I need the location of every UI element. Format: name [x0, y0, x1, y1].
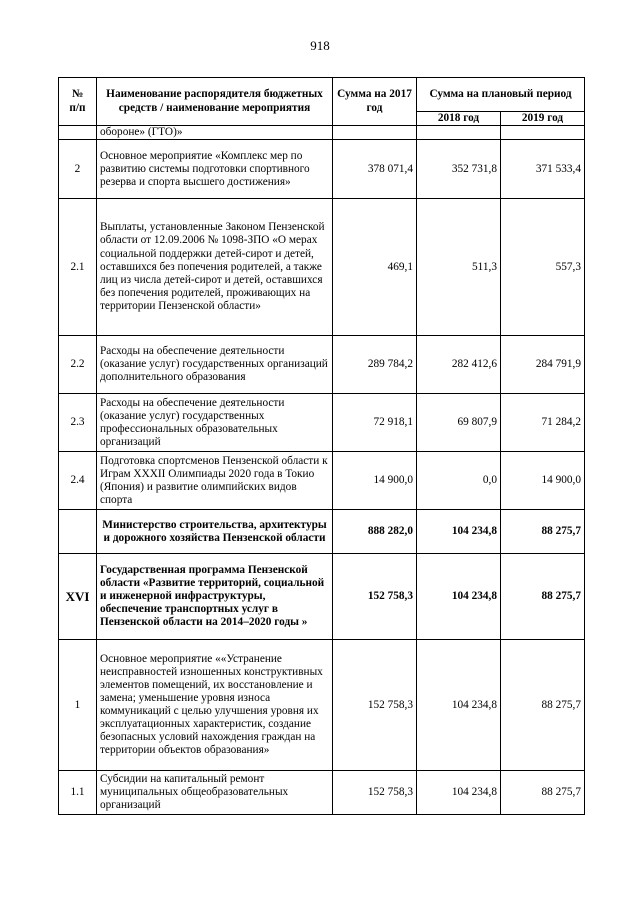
header-year-2019: 2019 год	[501, 112, 585, 126]
row-sum-2019: 88 275,7	[501, 771, 585, 815]
table-row	[59, 452, 585, 510]
table-row	[59, 640, 585, 771]
header-sum-2017: Сумма на 2017 год	[333, 78, 417, 126]
table-row	[59, 771, 585, 815]
row-sum-2018: 104 234,8	[417, 640, 501, 771]
header-planned-period: Сумма на плановый период	[417, 78, 585, 112]
row-sum-2019: 557,3	[501, 199, 585, 336]
row-num: XVI	[59, 554, 97, 640]
row-name: Выплаты, установленные Законом Пензенской области от 12.09.2006 № 1098-ЗПО «О мерах социальной поддержки детей-сирот и детей, оставшихся без попечения родителей, а также лиц из числа детей-сирот и детей, оставшихся без попечения родителей, проживающих на территории Пензенской области»	[97, 199, 333, 336]
row-sum-2018: 352 731,8	[417, 140, 501, 199]
row-sum-2018: 282 412,6	[417, 336, 501, 394]
table-row-ministry	[59, 510, 585, 554]
row-name: Расходы на обеспечение деятельности (оказание услуг) государственных профессиональных образовательных организаций	[97, 394, 333, 452]
table-row	[59, 140, 585, 199]
row-num: 1	[59, 640, 97, 771]
row-sum-2017: 289 784,2	[333, 336, 417, 394]
row-name: Основное мероприятие ««Устранение неисправностей изношенных конструктивных элементов помещений, их восстановление и замена; уменьшение уровня износа коммуникаций с целью улучшения уровня их эксплуатационных характеристик, создание безопасных условий нахождения граждан на территории объектов образования»	[97, 640, 333, 771]
table-row-program	[59, 554, 585, 640]
table-row	[59, 199, 585, 336]
row-sum-2018: 104 234,8	[417, 510, 501, 554]
header-name: Наименование распорядителя бюджетных средств / наименование мероприятия	[97, 78, 333, 126]
budget-table	[58, 77, 585, 815]
row-name: Субсидии на капитальный ремонт муниципальных общеобразовательных организаций	[97, 771, 333, 815]
row-name: Подготовка спортсменов Пензенской области к Играм XXXII Олимпиады 2020 года в Токио (Япония) и развитие олимпийских видов спорта	[97, 452, 333, 510]
row-sum-2017: 152 758,3	[333, 554, 417, 640]
row-sum-2019	[501, 126, 585, 140]
row-name: Основное мероприятие «Комплекс мер по развитию системы подготовки спортивного резерва и спорта высшего достижения»	[97, 140, 333, 199]
row-sum-2018: 0,0	[417, 452, 501, 510]
row-sum-2018: 511,3	[417, 199, 501, 336]
header-year-2018: 2018 год	[417, 112, 501, 126]
row-name: Расходы на обеспечение деятельности (оказание услуг) государственных организаций дополнительного образования	[97, 336, 333, 394]
row-num: 2.1	[59, 199, 97, 336]
row-sum-2017: 152 758,3	[333, 640, 417, 771]
row-num: 2.2	[59, 336, 97, 394]
table-row	[59, 126, 585, 140]
row-sum-2019: 14 900,0	[501, 452, 585, 510]
row-num: 2.3	[59, 394, 97, 452]
row-sum-2018: 104 234,8	[417, 771, 501, 815]
page-number: 918	[310, 38, 330, 53]
row-sum-2017: 152 758,3	[333, 771, 417, 815]
row-sum-2017: 14 900,0	[333, 452, 417, 510]
row-sum-2017: 469,1	[333, 199, 417, 336]
row-sum-2019: 284 791,9	[501, 336, 585, 394]
row-sum-2017: 72 918,1	[333, 394, 417, 452]
row-num: 2	[59, 140, 97, 199]
row-num	[59, 126, 97, 140]
row-sum-2017: 378 071,4	[333, 140, 417, 199]
row-sum-2017	[333, 126, 417, 140]
table-row	[59, 336, 585, 394]
row-sum-2019: 71 284,2	[501, 394, 585, 452]
header-num: № п/п	[59, 78, 97, 126]
row-name: обороне» (ГТО)»	[97, 126, 333, 140]
row-num: 1.1	[59, 771, 97, 815]
row-sum-2019: 371 533,4	[501, 140, 585, 199]
row-sum-2019: 88 275,7	[501, 640, 585, 771]
row-sum-2018: 104 234,8	[417, 554, 501, 640]
row-sum-2017: 888 282,0	[333, 510, 417, 554]
row-num	[59, 510, 97, 554]
row-num: 2.4	[59, 452, 97, 510]
row-sum-2019: 88 275,7	[501, 554, 585, 640]
row-name: Министерство строительства, архитектуры и дорожного хозяйства Пензенской области	[97, 510, 333, 554]
row-sum-2018: 69 807,9	[417, 394, 501, 452]
row-name: Государственная программа Пензенской области «Развитие территорий, социальной и инженерной инфраструктуры, обеспечение транспортных услуг в Пензенской области на 2014–2020 годы »	[97, 554, 333, 640]
row-sum-2019: 88 275,7	[501, 510, 585, 554]
row-sum-2018	[417, 126, 501, 140]
table-row	[59, 394, 585, 452]
